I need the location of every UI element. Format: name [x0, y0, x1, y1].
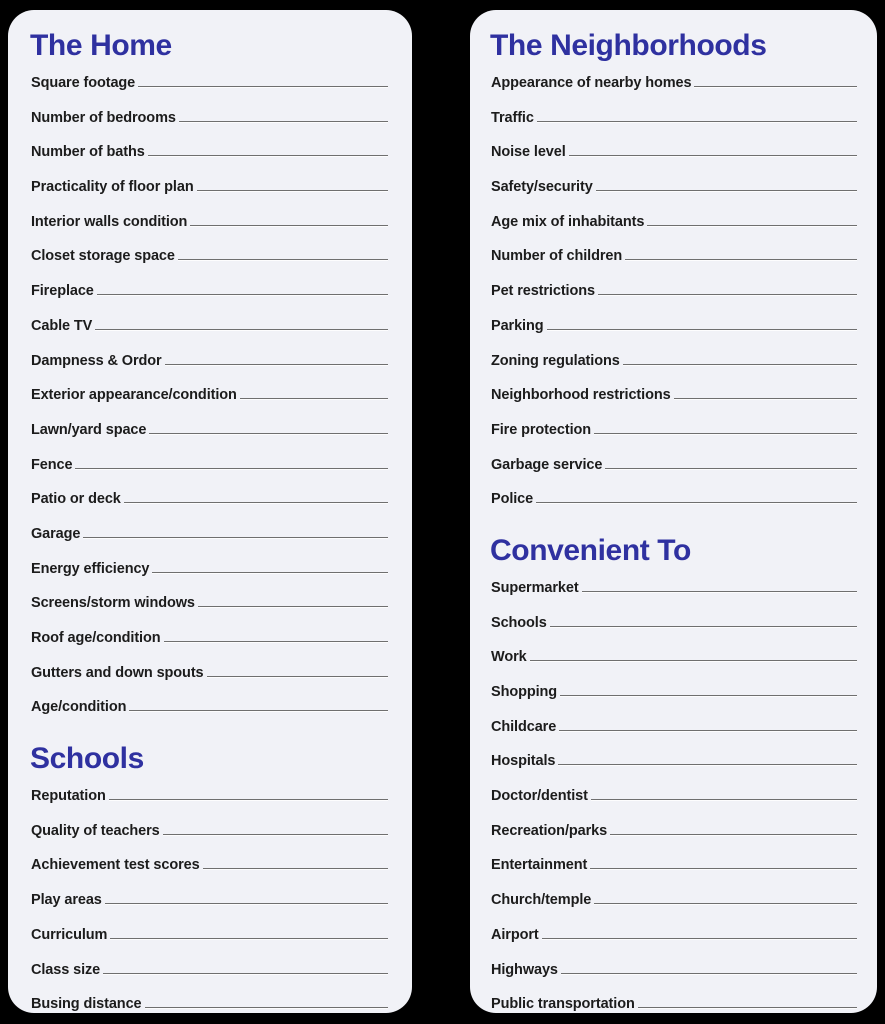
checklist-row — [24, 110, 388, 145]
checklist-write-in-line[interactable] — [198, 606, 388, 607]
checklist-item-label: Play areas — [31, 892, 102, 909]
checklist-row — [24, 457, 388, 492]
checklist-item-label: Appearance of nearby homes — [491, 75, 692, 91]
checklist-item-label: Police — [491, 491, 534, 508]
checklist-row — [24, 962, 388, 997]
checklist-row — [484, 580, 857, 615]
checklist-write-in-line[interactable] — [138, 86, 388, 87]
checklist-row — [24, 144, 388, 179]
checklist-write-in-line[interactable] — [203, 868, 388, 869]
checklist-item-label: Cable TV — [31, 317, 93, 334]
checklist-write-in-line[interactable] — [103, 973, 388, 974]
section-title-the-home: The Home — [30, 29, 172, 62]
checklist-write-in-line[interactable] — [550, 626, 857, 627]
checklist-write-in-line[interactable] — [559, 730, 857, 731]
checklist-item-label: Hospitals — [491, 753, 556, 770]
checklist-write-in-line[interactable] — [596, 190, 857, 191]
checklist-row — [484, 788, 857, 823]
checklist-item-label: Energy efficiency — [31, 560, 150, 577]
checklist-row — [484, 684, 857, 719]
checklist-row — [24, 283, 388, 318]
checklist-item-label: Shopping — [491, 684, 558, 700]
checklist-write-in-line[interactable] — [591, 799, 857, 800]
checklist-write-in-line[interactable] — [610, 834, 857, 835]
checklist-write-in-line[interactable] — [148, 155, 388, 156]
checklist-item-label: Parking — [491, 317, 544, 334]
checklist-write-in-line[interactable] — [165, 364, 388, 365]
checklist-row — [484, 996, 857, 1013]
checklist-write-in-line[interactable] — [145, 1007, 389, 1008]
checklist-write-in-line[interactable] — [163, 834, 388, 835]
checklist-row — [24, 665, 388, 700]
checklist-item-label: Childcare — [491, 718, 557, 735]
checklist-write-in-line[interactable] — [605, 468, 857, 469]
checklist-row — [24, 788, 388, 823]
checklist-item-label: Number of bedrooms — [31, 109, 176, 126]
checklist-row — [484, 144, 857, 179]
checklist-row — [484, 615, 857, 650]
checklist-row — [484, 823, 857, 858]
checklist-write-in-line[interactable] — [547, 329, 858, 330]
checklist-item-label: Closet storage space — [31, 248, 175, 265]
checklist-item-label: Neighborhood restrictions — [491, 387, 671, 404]
checklist-item-label: Entertainment — [491, 857, 588, 874]
checklist-row — [484, 110, 857, 145]
section-title-convenient-to: Convenient To — [490, 533, 691, 567]
checklist-item-label: Recreation/parks — [491, 822, 608, 839]
checklist-write-in-line[interactable] — [109, 799, 388, 800]
checklist-write-in-line[interactable] — [594, 433, 857, 434]
section-rows-convenient-to — [484, 580, 857, 1013]
section-title-schools: Schools — [30, 742, 144, 776]
checklist-write-in-line[interactable] — [207, 676, 388, 677]
checklist-row — [24, 353, 388, 388]
checklist-write-in-line[interactable] — [569, 155, 857, 156]
checklist-item-label: Number of baths — [31, 144, 145, 161]
checklist-row — [484, 491, 857, 526]
left-checklist-card — [8, 10, 412, 1013]
checklist-write-in-line[interactable] — [129, 710, 388, 711]
checklist-write-in-line[interactable] — [110, 938, 388, 939]
section-rows-schools — [24, 788, 388, 1013]
checklist-row — [484, 892, 857, 927]
checklist-row — [24, 823, 388, 858]
section-rows-the-neighborhoods — [484, 75, 857, 526]
checklist-write-in-line[interactable] — [149, 433, 388, 434]
checklist-write-in-line[interactable] — [164, 641, 389, 642]
checklist-item-label: Busing distance — [31, 996, 142, 1013]
checklist-row — [484, 719, 857, 754]
checklist-write-in-line[interactable] — [530, 660, 857, 661]
checklist-item-label: Church/temple — [491, 892, 592, 909]
checklist-row — [484, 753, 857, 788]
checklist-item-label: Number of children — [491, 248, 623, 265]
checklist-row — [24, 927, 388, 962]
checklist-write-in-line[interactable] — [625, 259, 857, 260]
right-checklist-card — [470, 10, 877, 1013]
checklist-item-label: Fire protection — [491, 421, 592, 438]
checklist-row — [24, 595, 388, 630]
checklist-item-label: Exterior appearance/condition — [31, 387, 237, 404]
checklist-write-in-line[interactable] — [95, 329, 388, 330]
checklist-item-label: Achievement test scores — [31, 857, 200, 874]
section-rows-the-home — [24, 75, 388, 734]
checklist-row — [24, 630, 388, 665]
checklist-write-in-line[interactable] — [647, 225, 857, 226]
checklist-row — [24, 387, 388, 422]
checklist-row — [484, 248, 857, 283]
checklist-write-in-line[interactable] — [561, 973, 857, 974]
checklist-row — [24, 491, 388, 526]
checklist-item-label: Noise level — [491, 144, 566, 161]
checklist-row — [24, 214, 388, 249]
checklist-write-in-line[interactable] — [179, 121, 388, 122]
checklist-row — [24, 75, 388, 110]
checklist-row — [24, 248, 388, 283]
checklist-item-label: Gutters and down spouts — [31, 664, 204, 681]
checklist-item-label: Square footage — [31, 75, 136, 91]
checklist-write-in-line[interactable] — [694, 86, 857, 87]
checklist-item-label: Patio or deck — [31, 491, 121, 508]
checklist-row — [484, 457, 857, 492]
checklist-write-in-line[interactable] — [197, 190, 388, 191]
checklist-write-in-line[interactable] — [590, 868, 857, 869]
checklist-write-in-line[interactable] — [623, 364, 857, 365]
checklist-write-in-line[interactable] — [542, 938, 857, 939]
checklist-write-in-line[interactable] — [638, 1007, 857, 1008]
checklist-row — [484, 353, 857, 388]
checklist-row — [484, 75, 857, 110]
checklist-row — [24, 699, 388, 734]
checklist-row — [24, 422, 388, 457]
checklist-item-label: Garbage service — [491, 456, 603, 473]
checklist-item-label: Garage — [31, 525, 81, 542]
checklist-item-label: Safety/security — [491, 179, 593, 196]
checklist-row — [484, 283, 857, 318]
checklist-write-in-line[interactable] — [674, 398, 857, 399]
checklist-item-label: Zoning regulations — [491, 352, 620, 369]
checklist-item-label: Airport — [491, 926, 539, 943]
checklist-item-label: Public transportation — [491, 996, 635, 1013]
checklist-item-label: Fireplace — [31, 283, 94, 300]
checklist-item-label: Fence — [31, 456, 73, 473]
checklist-item-label: Pet restrictions — [491, 283, 595, 300]
checklist-row — [24, 561, 388, 596]
checklist-item-label: Schools — [491, 614, 547, 631]
checklist-write-in-line[interactable] — [105, 903, 388, 904]
checklist-row — [24, 892, 388, 927]
checklist-item-label: Doctor/dentist — [491, 788, 588, 805]
checklist-row — [484, 962, 857, 997]
checklist-write-in-line[interactable] — [537, 121, 857, 122]
checklist-write-in-line[interactable] — [536, 502, 857, 503]
checklist-write-in-line[interactable] — [83, 537, 388, 538]
checklist-row — [484, 857, 857, 892]
checklist-write-in-line[interactable] — [152, 572, 388, 573]
checklist-write-in-line[interactable] — [124, 502, 388, 503]
checklist-write-in-line[interactable] — [594, 903, 857, 904]
checklist-item-label: Lawn/yard space — [31, 421, 147, 438]
checklist-write-in-line[interactable] — [560, 695, 857, 696]
checklist-row — [484, 318, 857, 353]
checklist-row — [484, 927, 857, 962]
checklist-write-in-line[interactable] — [582, 591, 857, 592]
checklist-item-label: Traffic — [491, 109, 534, 126]
checklist-item-label: Dampness & Ordor — [31, 352, 162, 369]
checklist-write-in-line[interactable] — [178, 259, 388, 260]
checklist-item-label: Age mix of inhabitants — [491, 213, 645, 230]
checklist-item-label: Screens/storm windows — [31, 595, 195, 612]
checklist-item-label: Quality of teachers — [31, 822, 160, 839]
checklist-item-label: Work — [491, 649, 527, 666]
checklist-write-in-line[interactable] — [558, 764, 857, 765]
checklist-item-label: Supermarket — [491, 579, 579, 596]
checklist-write-in-line[interactable] — [240, 398, 388, 399]
checklist-item-label: Highways — [491, 961, 558, 978]
checklist-item-label: Reputation — [31, 788, 106, 805]
checklist-item-label: Curriculum — [31, 926, 108, 943]
checklist-item-label: Practicality of floor plan — [31, 179, 194, 196]
checklist-row — [24, 526, 388, 561]
checklist-row — [484, 422, 857, 457]
section-title-the-neighborhoods: The Neighborhoods — [490, 29, 767, 62]
checklist-row — [484, 387, 857, 422]
checklist-item-label: Class size — [31, 961, 101, 978]
checklist-row — [484, 214, 857, 249]
checklist-write-in-line[interactable] — [190, 225, 388, 226]
checklist-row — [484, 179, 857, 214]
checklist-row — [24, 996, 388, 1013]
checklist-write-in-line[interactable] — [97, 294, 388, 295]
checklist-item-label: Interior walls condition — [31, 213, 188, 230]
checklist-row — [24, 857, 388, 892]
checklist-row — [484, 649, 857, 684]
checklist-item-label: Age/condition — [31, 699, 127, 716]
checklist-row — [24, 318, 388, 353]
checklist-write-in-line[interactable] — [598, 294, 857, 295]
checklist-item-label: Roof age/condition — [31, 630, 161, 646]
checklist-write-in-line[interactable] — [75, 468, 388, 469]
checklist-row — [24, 179, 388, 214]
